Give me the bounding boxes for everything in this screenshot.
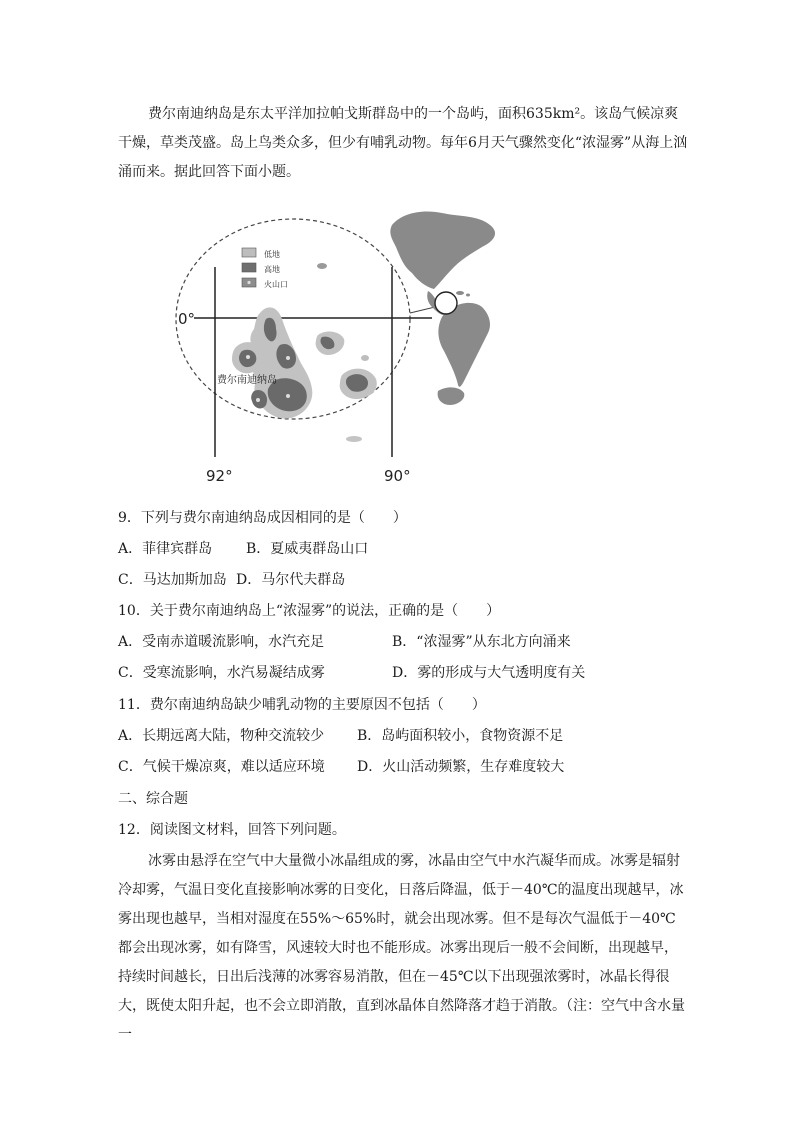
legend-swatch-lowland (242, 248, 256, 257)
section-heading: 二、综合题 (118, 791, 188, 807)
question-10-option-b: B．“浓湿雾”从东北方向涌来 (392, 634, 571, 650)
question-10-option-a: A．受南赤道暖流影响，水汽充足 (118, 634, 325, 650)
crater (256, 398, 260, 402)
legend-label-highland: 高地 (264, 265, 280, 274)
galapagos-map (160, 195, 520, 465)
north-america (390, 212, 495, 290)
question-12-stem: 12．阅读图文材料，回答下列问题。 (118, 822, 346, 838)
ice-fog-passage: 冰雾由悬浮在空气中大量微小冰晶组成的雾，冰晶由空气中水汽凝华而成。冰雾是辐射冷却雾，气温日变化直接影响冰雾的日变化，日落后降温，低于－40℃的温度出现越早，冰雾出现也越早，当相对湿度在55%～65%时，就会出现冰雾。但不是每次气温低于－40℃都会出现冰雾，如有降雪，风速较大时也不能形成。冰雾出现后一般不会间断，出现越早，持续时间越长，日出后浅薄的冰雾容易消散，但在－45℃以下出现强浓雾时，冰晶长得很大，既使太阳升起，也不会立即消散，直到冰晶体自然降落才趋于消散。（注：空气中含水量一 (118, 853, 685, 1043)
question-9-option-a: A．菲律宾群岛 (118, 541, 213, 557)
lon-90-label: 90° (384, 467, 411, 485)
islet (361, 355, 369, 361)
question-9-option-b: B．夏威夷群岛山口 (246, 541, 369, 557)
question-9-stem: 9．下列与费尔南迪纳岛成因相同的是（ ） (118, 510, 407, 526)
legend-label-crater: 火山口 (264, 280, 288, 289)
lon-92-label: 92° (206, 467, 233, 485)
question-11-option-d: D．火山活动频繁，生存难度较大 (357, 759, 565, 775)
islet (346, 436, 362, 442)
equator-label: 0° (178, 310, 196, 328)
locator-circle (435, 292, 457, 314)
island-label: 费尔南迪纳岛 (217, 375, 277, 386)
question-9-option-c: C．马达加斯加岛 (118, 572, 227, 588)
landmass-bottom (438, 387, 465, 405)
question-10-option-c: C．受寒流影响，水汽易凝结成雾 (118, 665, 325, 681)
crater (286, 356, 290, 360)
question-10-option-d: D．雾的形成与大气透明度有关 (392, 665, 586, 681)
question-9-option-d: D．马尔代夫群岛 (236, 572, 346, 588)
islet (317, 263, 327, 269)
connector-line (410, 307, 435, 313)
question-11-option-b: B．岛屿面积较小，食物资源不足 (357, 728, 564, 744)
question-11-stem: 11．费尔南迪纳岛缺少哺乳动物的主要原因不包括（ ） (118, 697, 486, 713)
caribbean-island (456, 291, 464, 295)
caribbean-island (466, 294, 470, 297)
crater (286, 394, 290, 398)
question-11-option-a: A．长期远离大陆，物种交流较少 (118, 728, 325, 744)
question-10-stem: 10．关于费尔南迪纳岛上“浓湿雾”的说法，正确的是（ ） (118, 603, 501, 619)
fernandina-crater (246, 355, 250, 359)
intro-paragraph: 费尔南迪纳岛是东太平洋加拉帕戈斯群岛中的一个岛屿，面积635km²。该岛气候凉爽干燥，草类茂盛。岛上鸟类众多，但少有哺乳动物。每年6月天气骤然变化“浓湿雾”从海上汹涌而来。据此回答下面小题。 (118, 106, 688, 180)
legend-swatch-highland (242, 263, 256, 272)
legend-label-lowland: 低地 (264, 250, 280, 259)
legend-crater-dot (247, 281, 250, 284)
south-america (438, 303, 490, 387)
question-11-option-c: C．气候干燥凉爽，难以适应环境 (118, 759, 325, 775)
